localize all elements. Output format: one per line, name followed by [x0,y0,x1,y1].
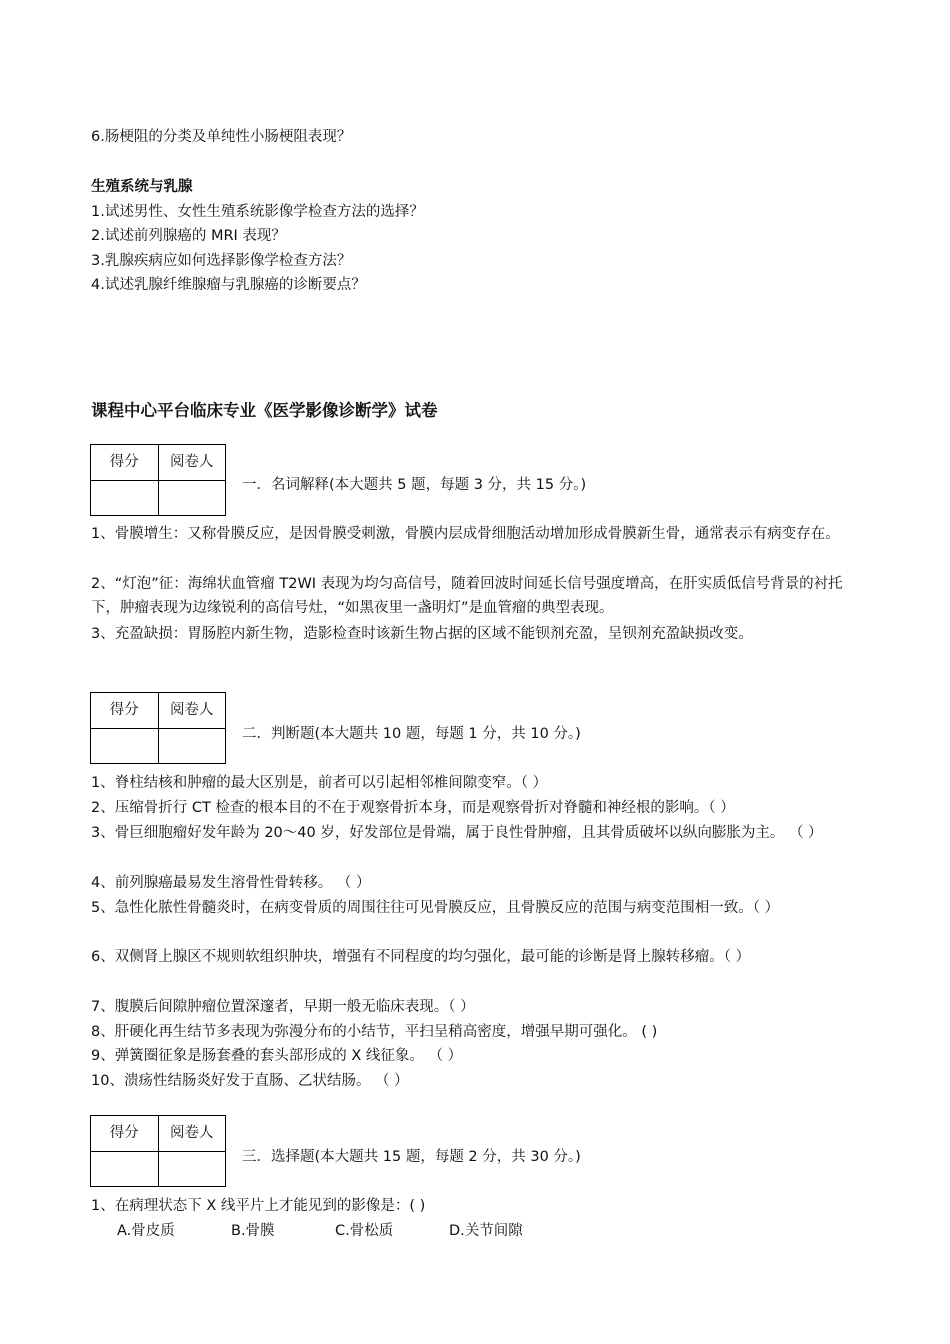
part1-item-3: 3、充盈缺损：胃肠腔内新生物，造影检查时该新生物占据的区域不能钡剂充盈，呈钡剂充盈缺损改变。 [91,626,753,642]
part2-item-2: 2、压缩骨折行 CT 检查的根本目的不在于观察骨折本身，而是观察骨折对脊髓和神经根的影响。（ ） [91,800,735,816]
part2-item-1: 1、脊柱结核和肿瘤的最大区别是，前者可以引起相邻椎间隙变窄。（ ） [91,775,548,791]
part2-heading: 二．判断题(本大题共 10 题，每题 1 分，共 10 分。) [242,726,581,742]
score-label: 得分 [91,1116,159,1152]
part1-heading: 一．名词解释(本大题共 5 题，每题 3 分，共 15 分。) [242,477,587,493]
part2-item-7: 7、腹膜后间隙肿瘤位置深邃者，早期一般无临床表现。（ ） [91,999,475,1015]
score-cell [91,1151,159,1187]
repro-question-2: 2.试述前列腺癌的 MRI 表现？ [91,228,286,244]
part3-question-1: 1、在病理状态下 X 线平片上才能见到的影像是：( ) [91,1198,426,1214]
reviewer-label: 阅卷人 [158,693,226,729]
score-cell [91,480,159,516]
score-label: 得分 [91,445,159,481]
part2-item-4: 4、前列腺癌最易发生溶骨性骨转移。 （ ） [91,875,371,891]
part3-heading: 三．选择题(本大题共 15 题，每题 2 分，共 30 分。) [242,1149,581,1165]
score-table-part3 [90,1115,226,1187]
part1-item-2: 2、“灯泡”征：海绵状血管瘤 T2WI 表现为均匀高信号，随着回波时间延长信号强度增高，在肝实质低信号背景的衬托下，肿瘤表现为边缘锐利的高信号灶，“如黑夜里一盏明灯”是血管瘤的典型表现。 [91,576,843,616]
score-cell [91,728,159,764]
reviewer-cell [158,1151,226,1187]
question-6: 6.肠梗阻的分类及单纯性小肠梗阻表现？ [91,129,352,145]
part2-item-9: 9、弹簧圈征象是肠套叠的套头部形成的 X 线征象。 （ ） [91,1048,463,1064]
exam-title: 课程中心平台临床专业《医学影像诊断学》试卷 [91,401,438,420]
option-a: A.骨皮质 [117,1223,175,1239]
part1-item-1: 1、骨膜增生：又称骨膜反应，是因骨膜受刺激，骨膜内层成骨细胞活动增加形成骨膜新生骨，通常表示有病变存在。 [91,526,840,542]
score-label: 得分 [91,693,159,729]
option-b: B.骨膜 [231,1223,275,1239]
part2-item-5: 5、急性化脓性骨髓炎时，在病变骨质的周围往往可见骨膜反应，且骨膜反应的范围与病变范围相一致。（ ） [91,900,780,916]
section-heading-reproductive: 生殖系统与乳腺 [91,179,193,195]
repro-question-1: 1.试述男性、女性生殖系统影像学检查方法的选择？ [91,204,424,220]
repro-question-4: 4.试述乳腺纤维腺瘤与乳腺癌的诊断要点？ [91,277,366,293]
part2-item-10: 10、溃疡性结肠炎好发于直肠、乙状结肠。 （ ） [91,1073,409,1089]
option-d: D.关节间隙 [449,1223,523,1239]
part2-item-8: 8、肝硬化再生结节多表现为弥漫分布的小结节，平扫呈稍高密度，增强早期可强化。 ( ) [91,1024,658,1040]
option-c: C.骨松质 [335,1223,394,1239]
score-table-part2 [90,692,226,764]
part2-item-3: 3、骨巨细胞瘤好发年龄为 20～40 岁，好发部位是骨端，属于良性骨肿瘤，且其骨质破坏以纵向膨胀为主。 （ ） [91,825,823,841]
reviewer-cell [158,728,226,764]
reviewer-label: 阅卷人 [158,445,226,481]
reviewer-label: 阅卷人 [158,1116,226,1152]
reviewer-cell [158,480,226,516]
score-table-part1 [90,444,226,516]
repro-question-3: 3.乳腺疾病应如何选择影像学检查方法？ [91,253,352,269]
part2-item-6: 6、双侧肾上腺区不规则软组织肿块，增强有不同程度的均匀强化，最可能的诊断是肾上腺转移瘤。（ ） [91,949,751,965]
